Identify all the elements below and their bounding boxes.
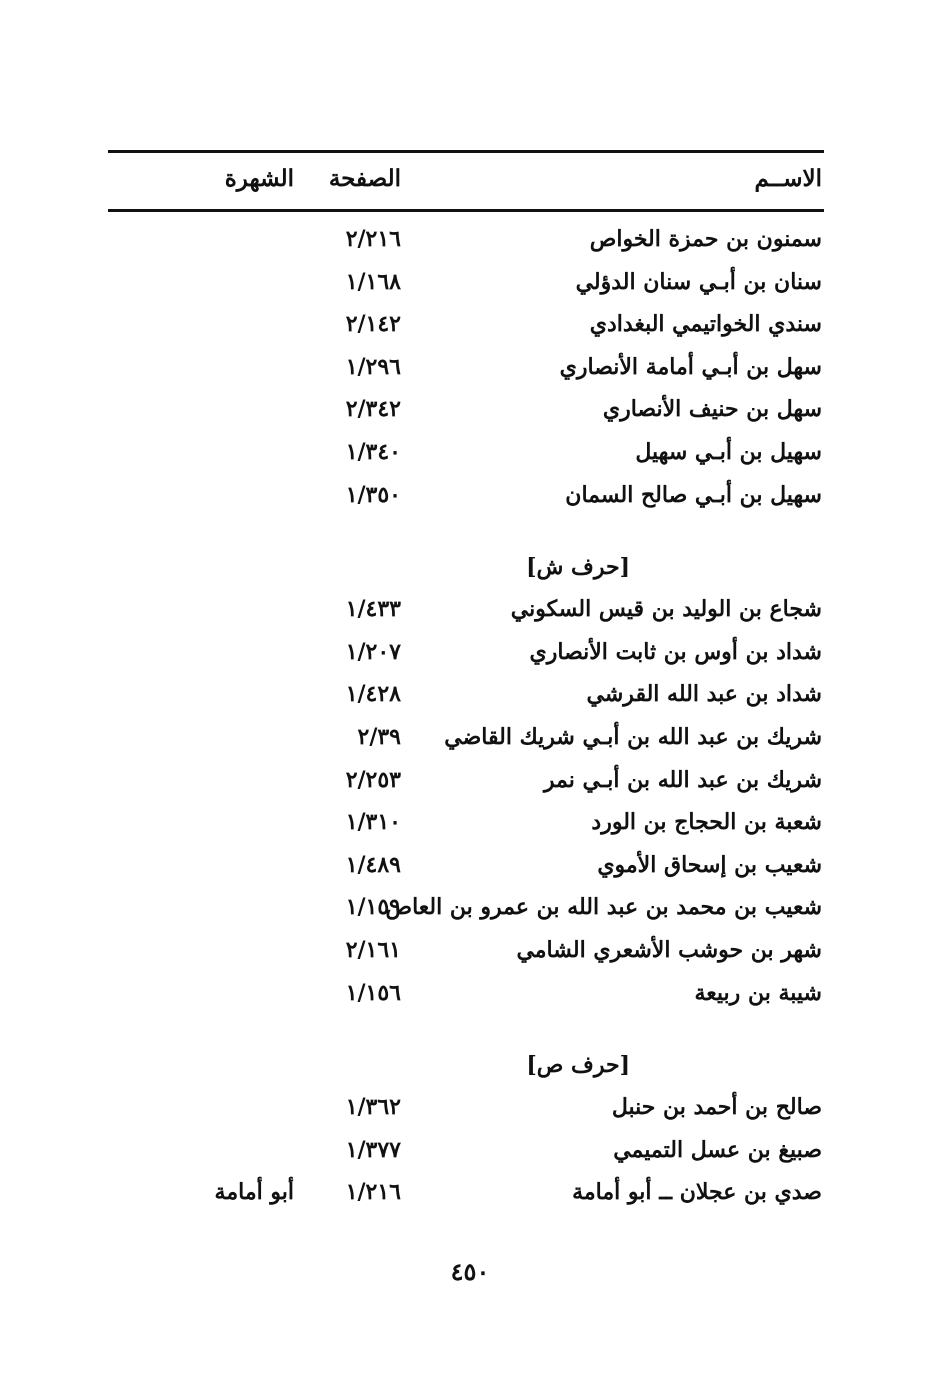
section-heading: [حرف ص] — [526, 1052, 630, 1079]
index-entry — [108, 1130, 824, 1170]
entry-page-ref: ١/٣٧٧ — [345, 1136, 401, 1163]
entry-name: شريك بن عبد الله بن أبـي شريك القاضي — [444, 724, 822, 750]
entry-name: سندي الخواتيمي البغدادي — [589, 311, 822, 338]
entry-name: شعيب بن إسحاق الأموي — [597, 851, 822, 878]
page-number: ٤٥٠ — [450, 1257, 490, 1286]
entry-name: شداد بن عبد الله القرشي — [586, 681, 822, 708]
index-entry — [108, 930, 824, 970]
table-header — [108, 158, 824, 200]
header-fame: الشهرة — [224, 165, 294, 192]
entry-page-ref: ١/٢٠٧ — [345, 638, 401, 665]
header-rule — [108, 209, 824, 212]
index-entry — [108, 1087, 824, 1127]
entry-name: صالح بن أحمد بن حنبل — [611, 1094, 822, 1121]
entry-name: سمنون بن حمزة الخواص — [589, 226, 822, 252]
index-entry — [108, 802, 824, 842]
index-entry — [108, 475, 824, 515]
entry-name: سهل بن حنيف الأنصاري — [602, 396, 822, 423]
entry-name: شعيب بن محمد بن عبد الله بن عمرو بن العاص — [385, 894, 822, 921]
header-page: الصفحة — [328, 165, 401, 192]
index-entry — [108, 674, 824, 714]
index-entry — [108, 845, 824, 885]
index-entry — [108, 717, 824, 757]
entry-name: سهيل بن أبـي صالح السمان — [565, 481, 822, 508]
entry-page-ref: ٢/٣٤٢ — [345, 396, 401, 423]
entry-page-ref: ١/٤٢٨ — [345, 681, 401, 708]
entry-page-ref: ١/٤٣٣ — [345, 596, 401, 623]
index-entry — [108, 347, 824, 387]
header-name: الاســم — [754, 165, 822, 192]
index-entry — [108, 219, 824, 259]
entry-page-ref: ٢/٢١٦ — [345, 226, 401, 252]
index-entry — [108, 632, 824, 672]
entry-page-ref: ٢/١٤٢ — [345, 311, 401, 338]
index-entry — [108, 304, 824, 344]
entry-name: صبيغ بن عسل التميمي — [613, 1136, 822, 1163]
index-entry — [108, 973, 824, 1013]
entry-page-ref: ١/٢٩٦ — [345, 353, 401, 380]
index-entry — [108, 389, 824, 429]
entry-fame: أبو أمامة — [214, 1179, 294, 1206]
entry-page-ref: ١/٤٨٩ — [345, 851, 401, 878]
top-rule — [108, 150, 824, 153]
entry-page-ref: ١/١٥٩ — [345, 894, 401, 921]
entry-name: صدي بن عجلان ــ أبو أمامة — [572, 1179, 822, 1206]
index-entry — [108, 262, 824, 302]
entry-name: شجاع بن الوليد بن قيس السكوني — [510, 596, 822, 623]
entry-page-ref: ١/١٦٨ — [345, 268, 401, 295]
entry-name: شريك بن عبد الله بن أبـي نمر — [543, 766, 822, 793]
index-entry — [108, 432, 824, 472]
entry-page-ref: ١/٣١٠ — [345, 809, 401, 836]
entry-name: سهيل بن أبـي سهيل — [635, 439, 822, 465]
entry-page-ref: ٢/١٦١ — [345, 937, 401, 963]
index-entry — [108, 760, 824, 800]
entry-name: شعبة بن الحجاج بن الورد — [591, 809, 822, 836]
entry-page-ref: ١/١٥٦ — [345, 979, 401, 1006]
entry-name: شداد بن أوس بن ثابت الأنصاري — [529, 638, 822, 665]
entry-page-ref: ٢/٣٩ — [357, 724, 401, 750]
entry-name: سهل بن أبـي أمامة الأنصاري — [559, 353, 822, 380]
index-entry — [108, 1172, 824, 1212]
entry-page-ref: ١/٣٤٠ — [345, 439, 401, 465]
section-heading: [حرف ش] — [526, 554, 630, 581]
entry-page-ref: ١/٣٦٢ — [345, 1094, 401, 1121]
entry-page-ref: ٢/٢٥٣ — [345, 766, 401, 793]
index-entry — [108, 589, 824, 629]
entry-page-ref: ١/٣٥٠ — [345, 481, 401, 508]
entry-name: شهر بن حوشب الأشعري الشامي — [516, 937, 822, 963]
entry-page-ref: ١/٢١٦ — [345, 1179, 401, 1206]
entry-name: سنان بن أبـي سنان الدؤلي — [575, 268, 822, 295]
entry-name: شيبة بن ربيعة — [694, 979, 822, 1006]
index-entry — [108, 887, 824, 927]
